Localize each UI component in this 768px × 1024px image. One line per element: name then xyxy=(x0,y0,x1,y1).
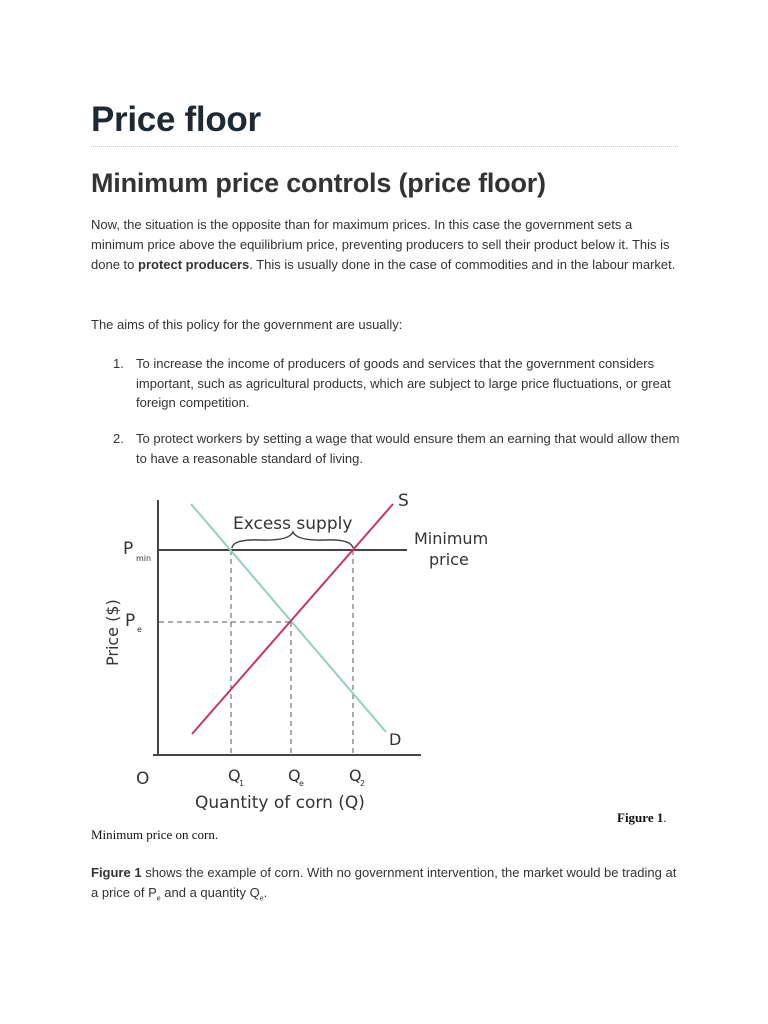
pe-label: P xyxy=(125,611,136,631)
qe-subscript: e xyxy=(299,779,304,788)
intro-paragraph xyxy=(91,215,681,276)
supply-curve xyxy=(192,504,393,734)
title-divider xyxy=(91,146,678,147)
excess-supply-brace xyxy=(232,532,353,548)
pe-subscript-text: e xyxy=(156,895,161,903)
page-title: Price floor xyxy=(91,100,261,139)
price-floor-figure xyxy=(91,486,491,822)
price-floor-diagram xyxy=(91,486,491,822)
demand-curve xyxy=(191,504,386,732)
minimum-label-line1: Minimum xyxy=(414,529,489,548)
minimum-label-line2: price xyxy=(429,550,469,569)
y-axis-label: Price ($) xyxy=(103,599,122,666)
intro-text-start: Now, the situation is the opposite than for maximum prices. In this case the government sets a minimum price above the equilibrium price, preventing producers to sell their product below it. This is done to xyxy=(91,217,670,273)
excess-supply-label: Excess supply xyxy=(233,514,353,534)
q1-subscript: 1 xyxy=(239,779,245,788)
origin-label: O xyxy=(136,769,150,789)
list-number: 1. xyxy=(113,356,124,371)
pmin-label: P xyxy=(123,539,134,559)
x-axis-label: Quantity of corn (Q) xyxy=(195,793,365,813)
aims-paragraph: The aims of this policy for the government are usually: xyxy=(91,317,403,332)
figure-reference: Figure 1 xyxy=(91,865,142,880)
qe-subscript-text: e xyxy=(259,895,264,903)
qe-label: Q xyxy=(288,766,301,785)
figure-explanation-paragraph xyxy=(91,863,681,910)
q1-label: Q xyxy=(228,766,241,785)
supply-label: S xyxy=(398,491,409,511)
figure-caption: Minimum price on corn. xyxy=(91,827,219,842)
list-text: To protect workers by setting a wage that would ensure them an earning that would allow them to have a reasonable standard of living. xyxy=(136,431,680,466)
intro-bold-text: protect producers xyxy=(138,257,250,273)
pmin-subscript: min xyxy=(136,554,152,563)
list-number: 2. xyxy=(113,431,124,446)
figure-label-suffix: . xyxy=(663,810,667,825)
q2-label: Q xyxy=(349,766,362,785)
demand-label: D xyxy=(389,730,402,749)
explanation-text-2: and a quantity Q xyxy=(160,885,260,901)
explanation-text-1: shows the example of corn. With no government intervention, the market would be trading at a price of P xyxy=(91,865,677,901)
figure-label xyxy=(617,810,667,826)
section-heading: Minimum price controls (price floor) xyxy=(91,168,546,198)
pe-subscript: e xyxy=(137,625,142,634)
q2-subscript: 2 xyxy=(360,779,366,788)
explanation-text-3: . xyxy=(263,885,268,901)
list-text: To increase the income of producers of goods and services that the government considers important, such as agricultural products, which are subject to large price fluctuations, or great foreign competition. xyxy=(136,356,671,410)
figure-label-text: Figure 1 xyxy=(617,810,664,825)
intro-text-end: . This is usually done in the case of commodities and in the labour market. xyxy=(249,257,676,273)
